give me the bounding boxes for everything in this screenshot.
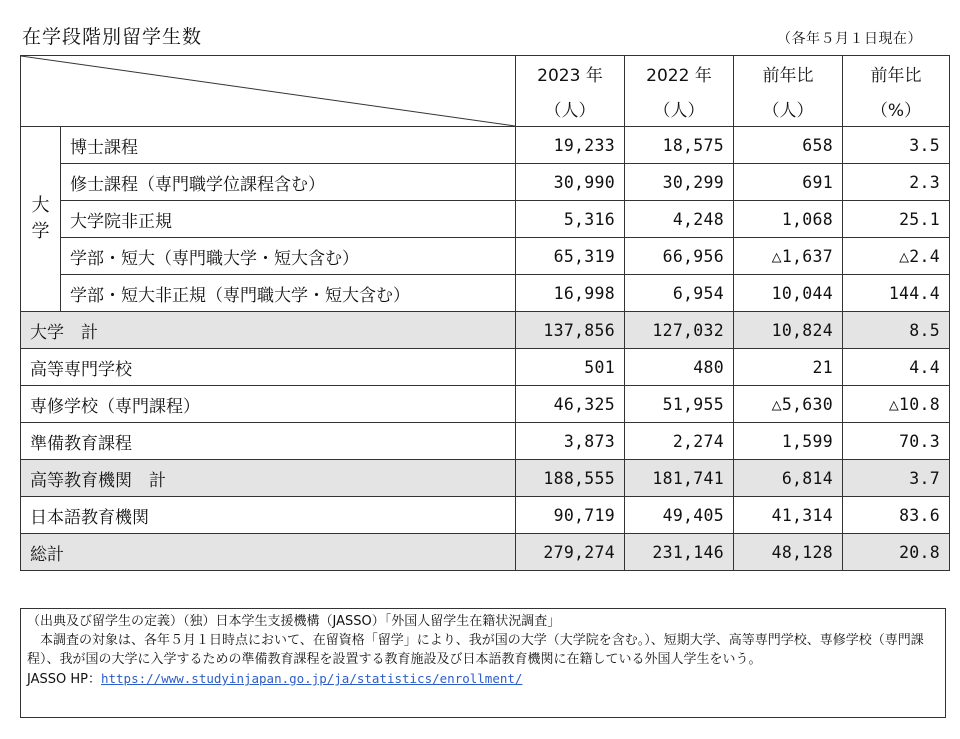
note-link-label: JASSO HP： — [27, 672, 101, 687]
row-label: 高等専門学校 — [21, 349, 516, 386]
value-2023: 3,873 — [516, 423, 625, 460]
table-row — [21, 164, 950, 201]
value-2023: 65,319 — [516, 238, 625, 275]
header-2022: 2022 年 — [625, 56, 734, 92]
note-source-line: （出典及び留学生の定義）（独）日本学生支援機構（JASSO）「外国人留学生在籍状況調査」 — [27, 614, 561, 629]
row-label: 専修学校（専門課程） — [21, 386, 516, 423]
table-row — [21, 349, 950, 386]
total-row — [21, 312, 950, 349]
value-2022: 6,954 — [625, 275, 734, 312]
value-2022: 51,955 — [625, 386, 734, 423]
row-label: 日本語教育機関 — [21, 497, 516, 534]
value-2023: 279,274 — [516, 534, 625, 571]
value-2022: 480 — [625, 349, 734, 386]
as-of-date: （各年５月１日現在） — [777, 31, 922, 47]
total-row — [21, 460, 950, 497]
value-2022: 4,248 — [625, 201, 734, 238]
jasso-link[interactable]: https://www.studyinjapan.go.jp/ja/statistics/enrollment/ — [100, 671, 523, 686]
value-diff: 1,068 — [734, 201, 843, 238]
value-pct: 4.4 — [843, 349, 950, 386]
table-row — [21, 238, 950, 275]
value-diff: 1,599 — [734, 423, 843, 460]
value-diff: 10,044 — [734, 275, 843, 312]
value-pct: △2.4 — [843, 238, 950, 275]
value-2023: 30,990 — [516, 164, 625, 201]
value-2023: 501 — [516, 349, 625, 386]
value-pct: 20.8 — [843, 534, 950, 571]
header-diff: 前年比 — [734, 56, 843, 92]
value-2023: 5,316 — [516, 201, 625, 238]
row-label: 学部・短大非正規（専門職大学・短大含む） — [61, 275, 516, 312]
note-definition: 本調査の対象は、各年５月１日時点において、在留資格「留学」により、我が国の大学（大学院を含む。）、短期大学、高等専門学校、専修学校（専門課程）、我が国の大学に入学するための準備教育課程を設置する教育施設及び日本語教育機関に在籍している外国人学生をいう。 — [27, 633, 924, 667]
value-2023: 19,233 — [516, 127, 625, 164]
value-2023: 90,719 — [516, 497, 625, 534]
header-row — [21, 56, 950, 92]
header-2023-unit: （人） — [516, 91, 625, 127]
row-label: 大学 計 — [21, 312, 516, 349]
diagonal-line — [21, 56, 515, 126]
value-diff: 21 — [734, 349, 843, 386]
value-diff: 41,314 — [734, 497, 843, 534]
table-row — [21, 127, 950, 164]
value-diff: 6,814 — [734, 460, 843, 497]
value-pct: 70.3 — [843, 423, 950, 460]
value-2022: 127,032 — [625, 312, 734, 349]
value-pct: 3.5 — [843, 127, 950, 164]
row-label: 準備教育課程 — [21, 423, 516, 460]
enrollment-table — [20, 55, 950, 571]
row-label: 大学院非正規 — [61, 201, 516, 238]
header-2022-unit: （人） — [625, 91, 734, 127]
value-2022: 181,741 — [625, 460, 734, 497]
value-diff: 658 — [734, 127, 843, 164]
row-label: 総計 — [21, 534, 516, 571]
value-2023: 16,998 — [516, 275, 625, 312]
value-pct: 144.4 — [843, 275, 950, 312]
value-2022: 49,405 — [625, 497, 734, 534]
header-corner-cell — [21, 56, 516, 127]
value-pct: △10.8 — [843, 386, 950, 423]
value-diff: 10,824 — [734, 312, 843, 349]
table-row — [21, 386, 950, 423]
value-pct: 3.7 — [843, 460, 950, 497]
value-2022: 2,274 — [625, 423, 734, 460]
statistics-table-container — [20, 55, 949, 571]
value-diff: △5,630 — [734, 386, 843, 423]
value-2022: 231,146 — [625, 534, 734, 571]
value-pct: 8.5 — [843, 312, 950, 349]
row-label: 学部・短大（専門職大学・短大含む） — [61, 238, 516, 275]
value-2023: 137,856 — [516, 312, 625, 349]
value-diff: 691 — [734, 164, 843, 201]
table-row — [21, 423, 950, 460]
row-label: 高等教育機関 計 — [21, 460, 516, 497]
value-2022: 18,575 — [625, 127, 734, 164]
header-pct-unit: （%） — [843, 91, 950, 127]
value-diff: 48,128 — [734, 534, 843, 571]
value-2023: 188,555 — [516, 460, 625, 497]
source-note — [20, 608, 946, 718]
header-2023: 2023 年 — [516, 56, 625, 92]
table-row — [21, 497, 950, 534]
note-link-line — [27, 669, 939, 689]
university-group-label: 大 学 — [21, 127, 61, 312]
value-2022: 30,299 — [625, 164, 734, 201]
value-2022: 66,956 — [625, 238, 734, 275]
row-label: 博士課程 — [61, 127, 516, 164]
row-label: 修士課程（専門職学位課程含む） — [61, 164, 516, 201]
value-2023: 46,325 — [516, 386, 625, 423]
value-pct: 25.1 — [843, 201, 950, 238]
header-diff-unit: （人） — [734, 91, 843, 127]
page-title: 在学段階別留学生数 — [22, 26, 203, 48]
value-pct: 2.3 — [843, 164, 950, 201]
value-pct: 83.6 — [843, 497, 950, 534]
table-row — [21, 275, 950, 312]
header-pct: 前年比 — [843, 56, 950, 92]
total-row — [21, 534, 950, 571]
table-row — [21, 201, 950, 238]
value-diff: △1,637 — [734, 238, 843, 275]
